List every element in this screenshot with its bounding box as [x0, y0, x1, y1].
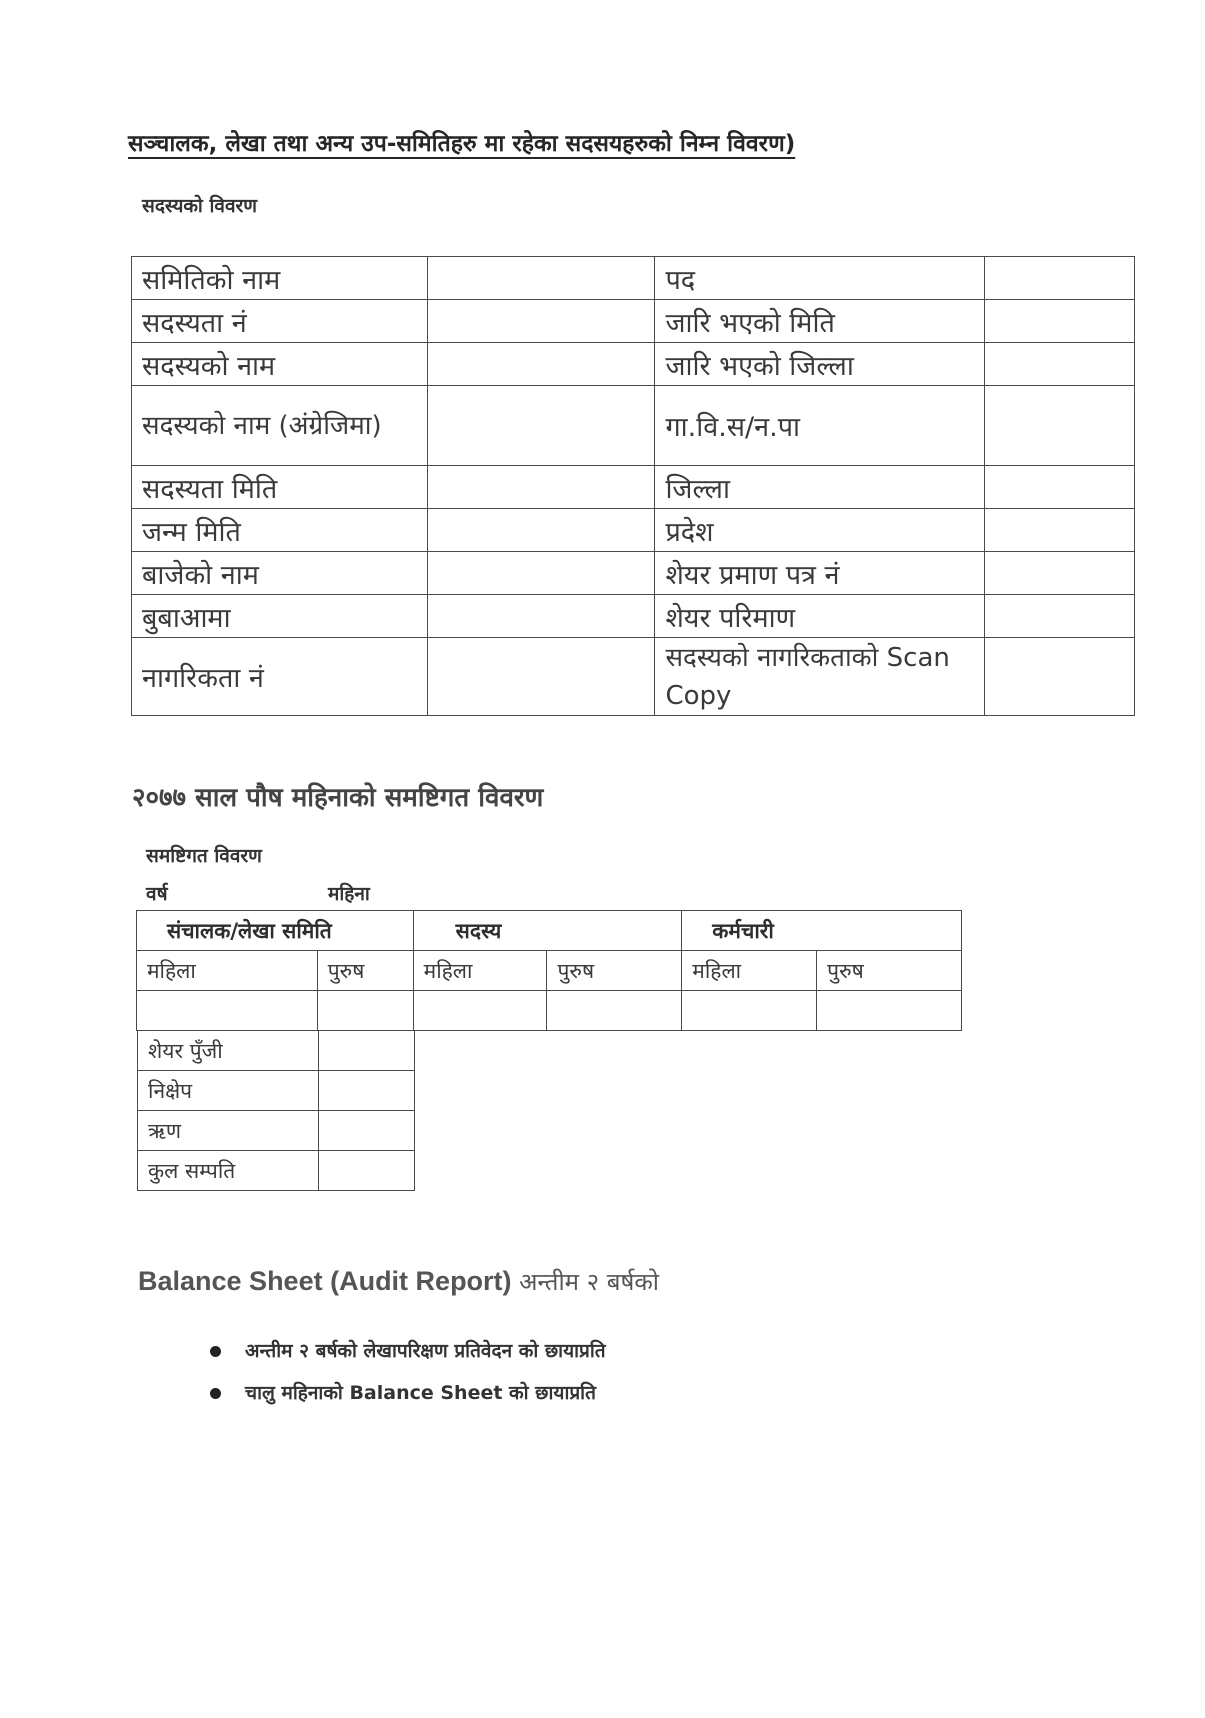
- gender-header: पुरुष: [317, 951, 413, 991]
- table-row: [137, 951, 962, 991]
- list-item-text: चालु महिनाको Balance Sheet को छायाप्रति: [245, 1382, 596, 1404]
- balance-sheet-heading-en: Balance Sheet (Audit Report): [138, 1266, 512, 1296]
- table-row: [132, 509, 1135, 552]
- field-label: गा.वि.स/न.पा: [655, 386, 985, 466]
- balance-sheet-heading: [138, 1265, 659, 1298]
- aggregate-subheading: समष्टिगत विवरण: [146, 845, 262, 867]
- field-label: प्रदेश: [655, 509, 985, 552]
- field-value[interactable]: [427, 552, 655, 595]
- count-cell[interactable]: [137, 991, 318, 1031]
- table-row: [132, 552, 1135, 595]
- table-row: [138, 1151, 415, 1191]
- count-cell[interactable]: [547, 991, 682, 1031]
- table-row: [132, 257, 1135, 300]
- table-row: [132, 638, 1135, 716]
- field-value[interactable]: [985, 343, 1135, 386]
- count-cell[interactable]: [817, 991, 962, 1031]
- field-label: जन्म मिति: [132, 509, 428, 552]
- field-value[interactable]: [427, 343, 655, 386]
- table-row: [138, 1031, 415, 1071]
- field-value[interactable]: [985, 509, 1135, 552]
- field-value[interactable]: [985, 386, 1135, 466]
- aggregate-table: [136, 910, 962, 1031]
- gender-header: पुरुष: [817, 951, 962, 991]
- field-label: बाजेको नाम: [132, 552, 428, 595]
- field-value[interactable]: [985, 257, 1135, 300]
- field-value[interactable]: [427, 509, 655, 552]
- bullet-icon: [210, 1388, 221, 1399]
- field-label: सदस्यको नागरिकताको Scan Copy: [655, 638, 985, 716]
- table-row: [137, 991, 962, 1031]
- field-label: सदस्यता मिति: [132, 466, 428, 509]
- member-details-table: [131, 256, 1135, 716]
- gender-header: महिला: [137, 951, 318, 991]
- finance-label: ऋण: [138, 1111, 319, 1151]
- field-label: बुबाआमा: [132, 595, 428, 638]
- group-header: सदस्य: [413, 911, 682, 951]
- field-value[interactable]: [985, 466, 1135, 509]
- finance-value[interactable]: [319, 1031, 415, 1071]
- finance-label: निक्षेप: [138, 1071, 319, 1111]
- field-label: समितिको नाम: [132, 257, 428, 300]
- field-value[interactable]: [985, 552, 1135, 595]
- table-row: [132, 300, 1135, 343]
- table-row: [132, 343, 1135, 386]
- year-label: वर्ष: [146, 883, 168, 905]
- gender-header: महिला: [413, 951, 547, 991]
- list-item: [210, 1330, 606, 1372]
- month-label: महिना: [328, 883, 370, 905]
- member-section-heading: सदस्यको विवरण: [142, 195, 258, 217]
- balance-sheet-heading-np: अन्तीम २ बर्षको: [519, 1268, 659, 1296]
- aggregate-section-heading: २०७७ साल पौष महिनाको समष्टिगत विवरण: [132, 783, 544, 813]
- count-cell[interactable]: [682, 991, 817, 1031]
- count-cell[interactable]: [317, 991, 413, 1031]
- finance-value[interactable]: [319, 1111, 415, 1151]
- field-label: जारि भएको जिल्ला: [655, 343, 985, 386]
- field-value[interactable]: [427, 595, 655, 638]
- field-label: सदस्यको नाम (अंग्रेजिमा): [132, 386, 428, 466]
- balance-sheet-list: [210, 1330, 606, 1414]
- gender-header: पुरुष: [547, 951, 682, 991]
- list-item-text: अन्तीम २ बर्षको लेखापरिक्षण प्रतिवेदन को छायाप्रति: [245, 1340, 606, 1362]
- field-value[interactable]: [985, 300, 1135, 343]
- field-label: शेयर प्रमाण पत्र नं: [655, 552, 985, 595]
- field-label: जारि भएको मिति: [655, 300, 985, 343]
- table-row: [132, 386, 1135, 466]
- field-label: जिल्ला: [655, 466, 985, 509]
- list-item: [210, 1372, 606, 1414]
- bullet-icon: [210, 1346, 221, 1357]
- table-row: [132, 595, 1135, 638]
- table-row: [132, 466, 1135, 509]
- finance-value[interactable]: [319, 1151, 415, 1191]
- page-title: सञ्चालक, लेखा तथा अन्य उप-समितिहरु मा रहेका सदसयहरुको निम्न विवरण): [128, 131, 796, 157]
- finance-label: कुल सम्पति: [138, 1151, 319, 1191]
- field-value[interactable]: [427, 466, 655, 509]
- field-value[interactable]: [427, 386, 655, 466]
- field-value[interactable]: [985, 638, 1135, 716]
- table-row: [138, 1111, 415, 1151]
- field-label: सदस्यता नं: [132, 300, 428, 343]
- finance-value[interactable]: [319, 1071, 415, 1111]
- gender-header: महिला: [682, 951, 817, 991]
- table-row: [138, 1071, 415, 1111]
- finance-table: [137, 1030, 415, 1191]
- field-label: नागरिकता नं: [132, 638, 428, 716]
- count-cell[interactable]: [413, 991, 547, 1031]
- field-value[interactable]: [427, 257, 655, 300]
- field-label: शेयर परिमाण: [655, 595, 985, 638]
- group-header: संचालक/लेखा समिति: [137, 911, 414, 951]
- finance-label: शेयर पुँजी: [138, 1031, 319, 1071]
- field-label: सदस्यको नाम: [132, 343, 428, 386]
- field-label: पद: [655, 257, 985, 300]
- field-value[interactable]: [427, 300, 655, 343]
- group-header: कर्मचारी: [682, 911, 962, 951]
- field-value[interactable]: [427, 638, 655, 716]
- field-value[interactable]: [985, 595, 1135, 638]
- table-row: [137, 911, 962, 951]
